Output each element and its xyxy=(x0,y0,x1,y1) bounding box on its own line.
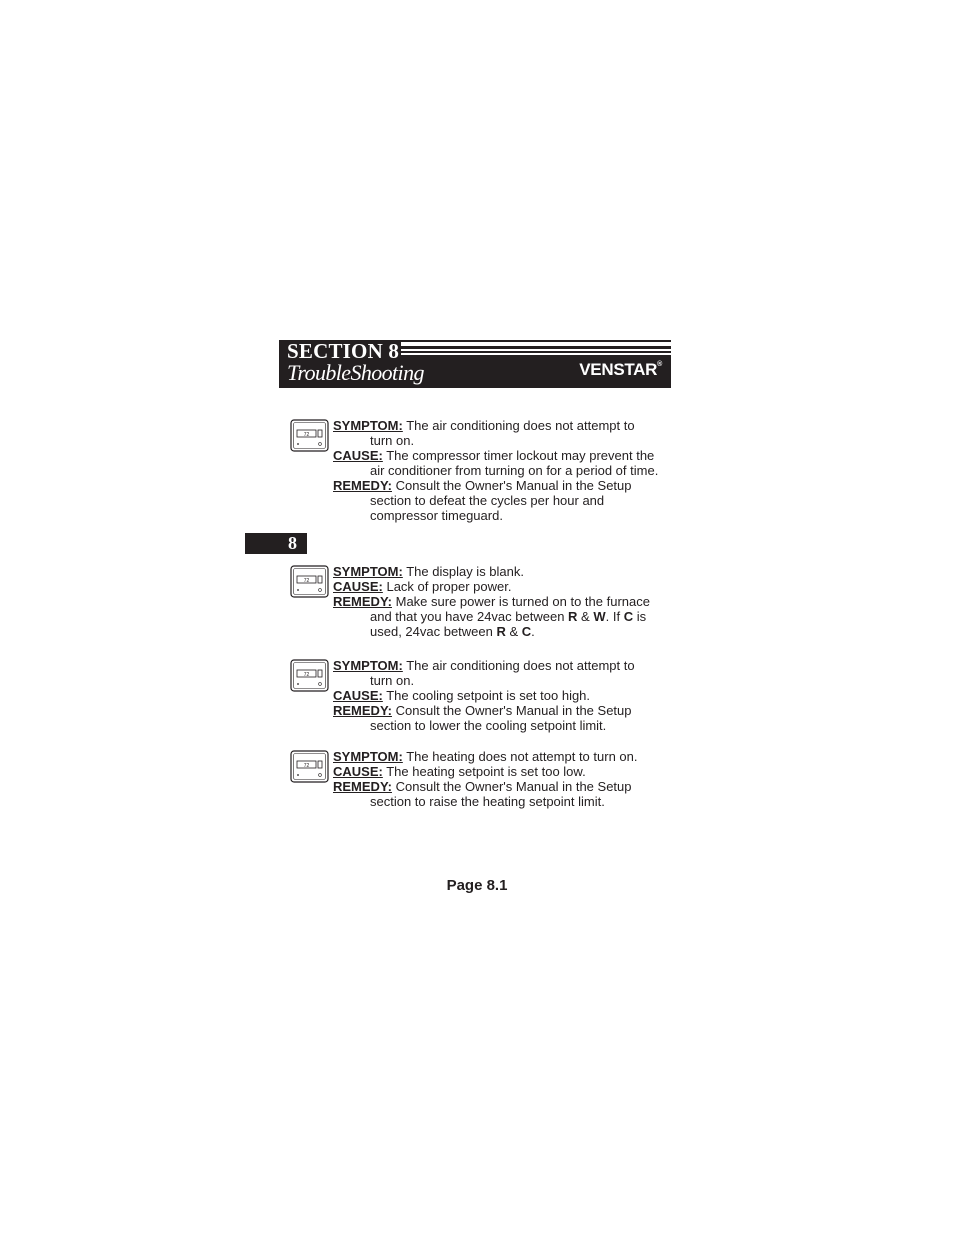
entry-text xyxy=(333,564,693,639)
symptom-line xyxy=(333,564,693,579)
remedy-text: Consult the Owner's Manual in the Setup xyxy=(395,703,632,718)
symptom-text: The air conditioning does not attempt to xyxy=(406,418,635,433)
symptom-text: The air conditioning does not attempt to xyxy=(406,658,635,673)
section-tab: 8 xyxy=(245,533,307,554)
thermostat-readout: 72 xyxy=(303,432,310,438)
remedy-continuation: and that you have 24vac between R & W. If C is xyxy=(370,609,647,624)
remedy-continuation: section to lower the cooling setpoint limit. xyxy=(370,718,607,733)
cause-text: Lack of proper power. xyxy=(386,579,512,594)
cause-line xyxy=(333,448,693,463)
cause-text: The heating setpoint is set too low. xyxy=(386,764,586,779)
remedy-label: REMEDY: xyxy=(333,478,392,493)
cause-line xyxy=(333,579,693,594)
remedy-line xyxy=(333,478,693,493)
cause-label: CAUSE: xyxy=(333,688,383,703)
remedy-label: REMEDY: xyxy=(333,779,392,794)
remedy-text: Consult the Owner's Manual in the Setup xyxy=(395,779,632,794)
entry-text xyxy=(333,658,693,733)
symptom-label: SYMPTOM: xyxy=(333,658,403,673)
thermostat-readout: 72 xyxy=(303,763,310,769)
entry-text xyxy=(333,749,693,809)
brand-name: VENSTAR xyxy=(579,360,658,379)
thermostat-icon xyxy=(290,564,330,598)
remedy-label: REMEDY: xyxy=(333,703,392,718)
remedy-text: Make sure power is turned on to the furnace xyxy=(395,594,650,609)
thermostat-readout: 72 xyxy=(303,578,310,584)
page-number: Page 8.1 xyxy=(446,877,508,894)
remedy-continuation: section to raise the heating setpoint limit. xyxy=(370,794,605,809)
symptom-continuation: turn on. xyxy=(370,673,415,688)
brand-logo xyxy=(579,360,662,380)
cause-label: CAUSE: xyxy=(333,448,383,463)
remedy-continuation: section to defeat the cycles per hour and xyxy=(370,493,605,508)
header-rule-bg xyxy=(401,342,671,346)
thermostat-icon xyxy=(290,749,330,783)
registered-mark: ® xyxy=(657,361,662,368)
entry-text xyxy=(333,418,693,523)
remedy-continuation: used, 24vac between R & C. xyxy=(370,624,535,639)
symptom-line xyxy=(333,658,693,673)
thermostat-readout: 72 xyxy=(303,672,310,678)
remedy-line xyxy=(333,703,693,718)
symptom-label: SYMPTOM: xyxy=(333,564,403,579)
remedy-label: REMEDY: xyxy=(333,594,392,609)
symptom-continuation: turn on. xyxy=(370,433,415,448)
remedy-continuation: compressor timeguard. xyxy=(370,508,503,523)
thermostat-icon xyxy=(290,418,330,452)
symptom-label: SYMPTOM: xyxy=(333,418,403,433)
cause-label: CAUSE: xyxy=(333,579,383,594)
cause-text: The cooling setpoint is set too high. xyxy=(386,688,591,703)
section-subtitle: TroubleShooting xyxy=(287,360,424,385)
cause-continuation: air conditioner from turning on for a period of time. xyxy=(370,463,659,478)
section-header xyxy=(279,340,671,388)
section-title: SECTION 8 xyxy=(287,339,400,363)
cause-line xyxy=(333,688,693,703)
symptom-text: The display is blank. xyxy=(406,564,524,579)
symptom-line xyxy=(333,749,693,764)
thermostat-icon xyxy=(290,658,330,692)
symptom-line xyxy=(333,418,693,433)
header-rule xyxy=(401,349,671,355)
remedy-text: Consult the Owner's Manual in the Setup xyxy=(395,478,632,493)
remedy-line xyxy=(333,779,693,794)
cause-line xyxy=(333,764,693,779)
cause-text: The compressor timer lockout may prevent the xyxy=(386,448,655,463)
symptom-label: SYMPTOM: xyxy=(333,749,403,764)
remedy-line xyxy=(333,594,693,609)
cause-label: CAUSE: xyxy=(333,764,383,779)
symptom-text: The heating does not attempt to turn on. xyxy=(406,749,638,764)
